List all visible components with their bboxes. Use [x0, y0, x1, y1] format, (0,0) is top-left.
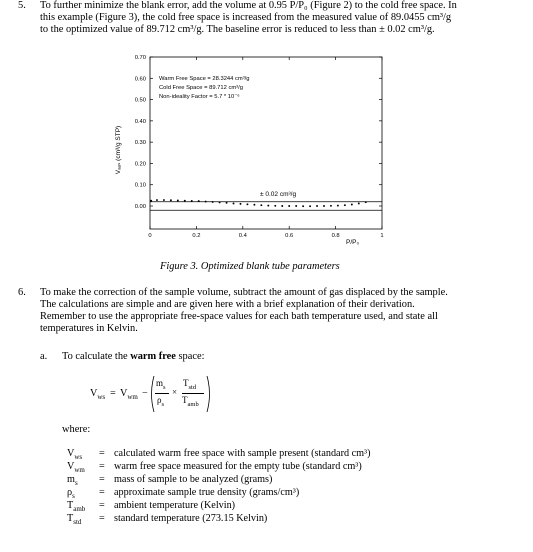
def-description: calculated warm free space with sample present (standard cm³) — [114, 448, 371, 459]
substep-a-prefix: To calculate the — [62, 351, 131, 362]
def-symbol-sub: amb — [73, 505, 86, 514]
y-tick-label: 0.40 — [134, 118, 146, 125]
y-tick-label: 0.10 — [134, 182, 146, 189]
def-symbol-main: ρ — [67, 487, 73, 498]
step-6-line-2: The calculations are simple and are given here with a brief explanation of their derivation. — [40, 299, 415, 310]
data-point — [281, 205, 283, 207]
where-label: where: — [62, 424, 91, 435]
y-tick-label: 0.60 — [134, 76, 146, 83]
data-point — [170, 199, 172, 201]
step-6-line-1: To make the correction of the sample volume, subtract the amount of gas displaced by the sample. — [40, 287, 448, 298]
eq-vwm-sym: V — [120, 388, 128, 399]
x-tick-label: 0.4 — [238, 233, 247, 239]
data-point — [365, 201, 367, 203]
def-symbol — [67, 487, 75, 500]
data-point — [156, 199, 158, 201]
def-description: ambient temperature (Kelvin) — [114, 500, 236, 511]
y-tick-label: 0.70 — [134, 55, 146, 61]
def-symbol-sub: std — [73, 518, 82, 527]
data-point — [309, 205, 311, 207]
data-point — [198, 200, 200, 202]
def-symbol-main: V — [67, 448, 75, 459]
eq-equals: = — [110, 388, 116, 399]
def-symbol-sub: wm — [74, 466, 85, 475]
def-equals: = — [99, 487, 105, 498]
data-point — [302, 205, 304, 207]
def-symbol — [67, 500, 85, 513]
eq-tstd — [183, 378, 196, 391]
def-symbol-sub: s — [74, 479, 78, 488]
eq-tamb — [182, 395, 199, 408]
eq-density — [157, 395, 164, 408]
def-symbol-main: m — [67, 474, 75, 485]
data-point — [226, 202, 228, 204]
eq-density-sub: s — [161, 400, 165, 408]
data-point — [316, 205, 318, 207]
data-point — [212, 201, 214, 203]
step-6-line-4: temperatures in Kelvin. — [40, 323, 138, 334]
def-description: mass of sample to be analyzed (grams) — [114, 474, 273, 485]
y-tick-label: 0.30 — [134, 140, 146, 147]
data-points — [150, 199, 366, 207]
eq-mass-sym: m — [156, 378, 164, 388]
def-description: standard temperature (273.15 Kelvin) — [114, 513, 268, 524]
legend-entry: Cold Free Space = 89.712 cm³/g — [159, 85, 243, 91]
x-axis-label: P/P₀ — [346, 239, 360, 246]
data-point — [337, 205, 339, 207]
figure-3-chart — [0, 45, 533, 255]
def-equals: = — [99, 448, 105, 459]
data-point — [240, 203, 242, 205]
data-point — [177, 200, 179, 202]
eq-right-paren — [205, 375, 213, 413]
data-point — [323, 205, 325, 207]
substep-a-text — [62, 351, 204, 363]
eq-tamb-sym: T — [182, 395, 188, 405]
substep-a-suffix: space: — [175, 351, 205, 362]
def-symbol-main: V — [67, 461, 75, 472]
step-5-line-1: To further minimize the blank error, add the volume at 0.95 P/P₀ (Figure 2) to the cold free space. In — [40, 0, 457, 11]
step-5-line-3: to the optimized value of 89.712 cm³/g. The baseline error is reduced to less than ± 0.02 cm³/g. — [40, 24, 435, 35]
x-tick-label: 1 — [380, 233, 384, 239]
data-point — [330, 205, 332, 207]
eq-left-paren — [148, 375, 156, 413]
data-point — [288, 205, 290, 207]
step-6-line-3: Remember to use the appropriate free-space values for each bath temperature used, and state all — [40, 311, 438, 322]
eq-mass — [156, 378, 166, 391]
chart-legend — [159, 76, 249, 100]
x-tick-label: 0.6 — [285, 233, 294, 239]
def-equals: = — [99, 474, 105, 485]
x-tick-label: 0 — [148, 233, 152, 239]
legend-entry: Non-ideality Factor = 5.7 * 10⁻⁶ — [159, 94, 240, 100]
data-point — [358, 202, 360, 204]
x-tick-label: 0.2 — [192, 233, 201, 239]
eq-tstd-sym: T — [183, 378, 189, 388]
step-6-number: 6. — [18, 287, 26, 298]
eq-times: × — [172, 387, 178, 397]
y-tick-label: 0.00 — [134, 204, 146, 210]
def-equals: = — [99, 461, 105, 472]
eq-tamb-sub: amb — [187, 400, 199, 408]
def-symbol — [67, 474, 78, 487]
eq-lhs-sym: V — [90, 388, 98, 399]
eq-lhs — [90, 388, 105, 401]
error-band-annotation: ± 0.02 cm³/g — [260, 191, 297, 198]
eq-vwm — [120, 388, 138, 401]
eq-fraction-bar-1 — [155, 393, 169, 394]
def-equals: = — [99, 513, 105, 524]
y-axis-label: Vₐₐₛ (cm³/g STP) — [115, 125, 122, 175]
def-symbol-main: T — [67, 500, 74, 511]
eq-lhs-sub: ws — [97, 393, 106, 402]
chart-plot-area — [150, 57, 382, 229]
data-point — [260, 204, 262, 206]
substep-a-letter: a. — [40, 351, 48, 362]
data-point — [267, 205, 269, 207]
def-symbol — [67, 448, 82, 461]
data-point — [163, 199, 165, 201]
data-point — [274, 205, 276, 207]
data-point — [219, 201, 221, 203]
def-description: approximate sample true density (grams/cm³) — [114, 487, 300, 498]
y-tick-label: 0.50 — [134, 97, 146, 104]
data-point — [351, 204, 353, 206]
data-point — [184, 200, 186, 202]
data-point — [191, 200, 193, 202]
warm-free-space-equation — [90, 375, 230, 415]
eq-fraction-bar-2 — [182, 393, 204, 394]
data-point — [246, 203, 248, 205]
step-5-line-2: this example (Figure 3), the cold free space is increased from the measured value of 89.0455 cm³/g — [40, 12, 452, 23]
step-5-number: 5. — [18, 0, 26, 11]
def-symbol-main: T — [67, 513, 74, 524]
figure-3-caption: Figure 3. Optimized blank tube parameters — [160, 261, 340, 272]
data-point — [253, 204, 255, 206]
def-equals: = — [99, 500, 105, 511]
eq-mass-sub: s — [163, 383, 166, 391]
def-symbol — [67, 461, 85, 474]
eq-vwm-sub: wm — [127, 393, 138, 402]
legend-entry: Warm Free Space = 28.3244 cm³/g — [159, 76, 250, 82]
data-point — [295, 205, 297, 207]
y-tick-label: 0.20 — [134, 161, 146, 168]
data-point — [150, 200, 152, 202]
def-symbol-sub: ws — [74, 453, 83, 462]
plot-frame — [150, 57, 382, 229]
def-symbol-sub: s — [72, 492, 75, 501]
def-symbol — [67, 513, 81, 526]
eq-density-sym: ρ — [157, 395, 162, 405]
x-tick-label: 0.8 — [331, 233, 340, 239]
data-point — [205, 201, 207, 203]
data-point — [344, 204, 346, 206]
substep-a-bold: warm free — [130, 351, 176, 362]
data-point — [233, 202, 235, 204]
def-description: warm free space measured for the empty tube (standard cm³) — [114, 461, 362, 472]
eq-tstd-sub: std — [188, 383, 197, 391]
eq-minus: − — [142, 388, 148, 399]
